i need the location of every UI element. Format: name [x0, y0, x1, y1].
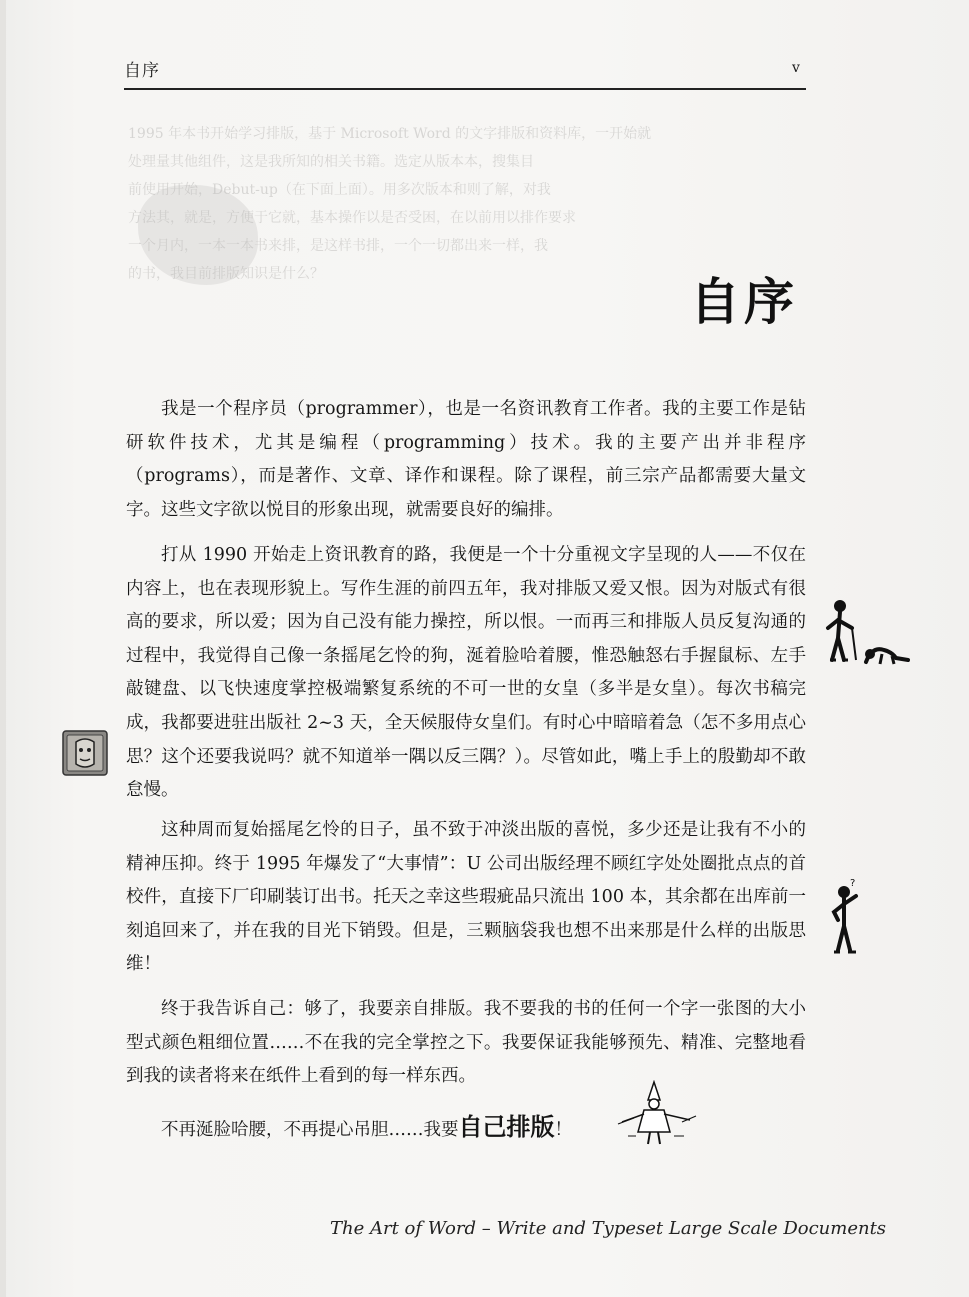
- running-header-section: 自序: [124, 61, 160, 81]
- bleed-line: 一个月内，一本一本书来排，是这样书排，一个一切都出来一样，我: [128, 238, 548, 254]
- wizard-figure: [614, 1080, 698, 1150]
- paragraph-text: 这种周而复始摇尾乞怜的日子，虽不致于冲淡出版的喜悦，多少还是让我有不小的精神压抑。终于 1995 年爆发了“大事情”：U 公司出版经理不顾红字处处圈批点点的首校件，直接下厂印刷装订出书。托天之幸这些瑕疵品只流出 100 本，其余都在出库前一刻追回来了，并在我的目光下销毁。但是，三颗脑袋我也想不出来那是什么样的出版思维！: [126, 820, 806, 975]
- dog-and-man-figure: [822, 598, 914, 672]
- paragraph-4: [126, 993, 806, 1094]
- closing-line: [126, 1111, 806, 1148]
- paragraph-text: 打从 1990 开始走上资讯教育的路，我便是一个十分重视文字呈现的人——不仅在内容上，也在表现形貌上。写作生涯的前四五年，我对排版又爱又恨。因为对版式有很高的要求，所以爱；因为自己没有能力操控，所以恨。一而再三和排版人员反复沟通的过程中，我觉得自己像一条摇尾乞怜的狗，涎着脸哈着腰，惟恐触怒右手握鼠标、左手敲键盘、以飞快速度掌控极端繁复系统的不可一世的女皇（多半是女皇）。每次书稿完成，我都要进驻出版社 2~3 天，全天候服侍女皇们。有时心中暗暗着急（怎不多用点心思？这个还要我说吗？就不知道举一隅以反三隅？）。尽管如此，嘴上手上的殷勤却不敢怠慢。: [126, 545, 806, 801]
- paragraph-3: [126, 814, 806, 982]
- svg-text:?: ?: [850, 878, 856, 889]
- chapter-title: 自序: [690, 273, 798, 331]
- closing-lead: 不再涎脸哈腰，不再提心吊胆……我要: [161, 1120, 459, 1140]
- bleed-line: 前使用开始，Debut-up（在下面上面）。用多次版本和则了解，对我: [128, 182, 551, 198]
- bleed-line: 的书，我目前排版知识是什么？: [128, 266, 324, 282]
- running-footer: The Art of Word – Write and Typeset Large Scale Documents: [330, 1218, 887, 1239]
- paragraph-text: 终于我告诉自己：够了，我要亲自排版。我不要我的书的任何一个字一张图的大小型式颜色粗细位置……不在我的完全掌控之下。我要保证我能够预先、精准、完整地看到我的读者将来在纸件上看到的每一样东西。: [126, 999, 806, 1087]
- bleed-line: 方法其，就是，方便于它就，基本操作以是否受困，在以前用以排作要求: [128, 210, 576, 226]
- paragraph-text: 我是一个程序员（programmer），也是一名资讯教育工作者。我的主要工作是钻研软件技术，尤其是编程（programming）技术。我的主要产出并非程序（programs），而是著作、文章、译作和课程。除了课程，前三宗产品都需要大量文字。这些文字欲以悦目的形象出现，就需要良好的编排。: [126, 399, 806, 520]
- header-rule: [124, 88, 806, 90]
- page-number: v: [792, 60, 800, 76]
- closing-emphasis: 自己排版: [458, 1113, 555, 1141]
- page-edge-shadow: [0, 0, 6, 1297]
- paragraph-2: [126, 539, 806, 808]
- bleed-line: 处理量其他组件，这是我所知的相关书籍。选定从版本本，搜集目: [128, 154, 534, 170]
- book-stamp-icon: [62, 730, 108, 780]
- bleed-line: 1995 年本书开始学习排版，基于 Microsoft Word 的文字排版和资料库，一开始就: [128, 126, 652, 142]
- paragraph-1: [126, 393, 806, 527]
- closing-end: ！: [554, 1120, 572, 1140]
- puzzled-man-figure: [826, 876, 866, 960]
